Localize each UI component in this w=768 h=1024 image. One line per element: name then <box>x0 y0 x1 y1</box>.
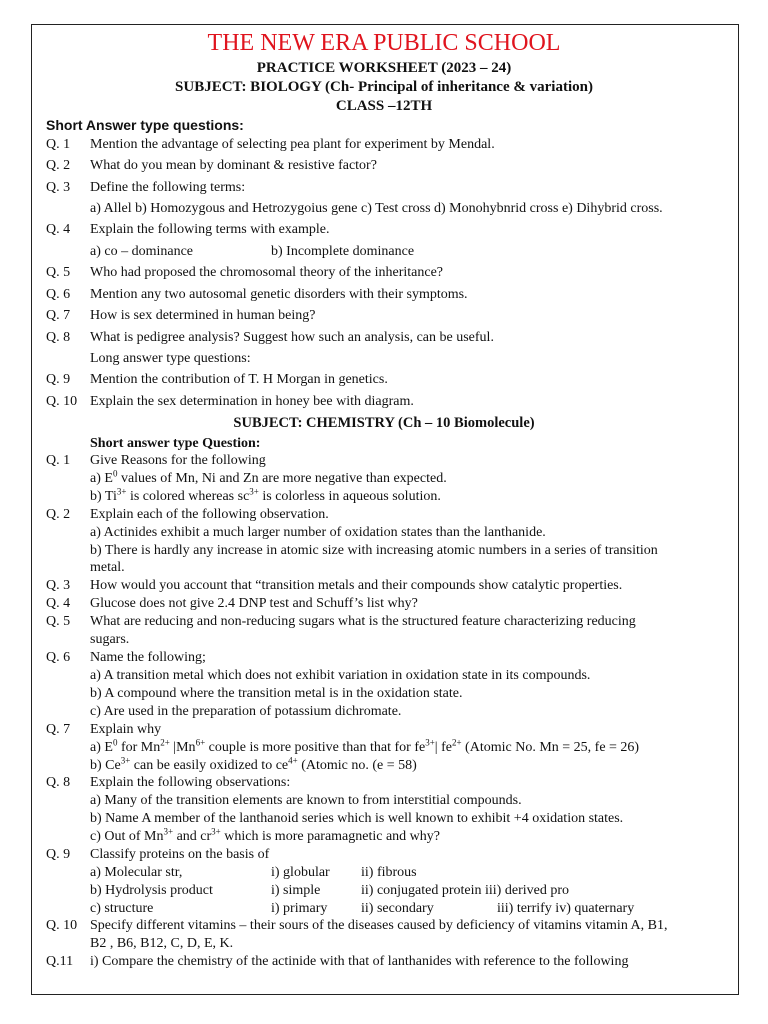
question-option: b) There is hardly any increase in atomic size with increasing atomic numbers in a series of transition <box>90 543 658 558</box>
question-number: Q. 3 <box>46 578 71 593</box>
question-text: What are reducing and non-reducing sugars what is the structured feature characterizing reducing <box>90 614 636 629</box>
question-text: Specify different vitamins – their sours of the diseases caused by deficiency of vitamins vitamin A, B1, <box>90 918 668 933</box>
question-subtext: a) Allel b) Homozygous and Hetrozygoius gene c) Test cross d) Monohybnrid cross e) Dihybrid cross. <box>90 201 663 216</box>
question-text: Explain the following observations: <box>90 775 291 790</box>
question-option: b) $Ce^{3+}$ can be easily oxidized to $ce^{4+}$ (Atomic no. (e = 58) <box>90 755 417 773</box>
question-number: Q. 5 <box>46 265 71 280</box>
question-text: Explain each of the following observation. <box>90 507 329 522</box>
section-long-answer: Long answer type questions: <box>90 351 251 366</box>
classify-row-item: i) simple <box>271 883 321 898</box>
worksheet-title: PRACTICE WORKSHEET (2023 – 24) <box>256 60 512 76</box>
question-text: i) Compare the chemistry of the actinide with that of lanthanides with reference to the following <box>90 954 629 969</box>
question-text: Glucose does not give 2.4 DNP test and Schuff’s list why? <box>90 596 418 611</box>
question-text: Mention any two autosomal genetic disorders with their symptoms. <box>90 287 468 302</box>
question-number: Q. 2 <box>46 507 71 522</box>
question-option: a) $E^0$ for $Mn^{2+}$ $|Mn^{6+}$ couple is more positive than that for $fe^{3+}|$ $fe^{2+}$ (Atomic No. Mn = 25, fe = 26) <box>90 737 640 755</box>
classify-row-item: ii) fibrous <box>361 865 417 880</box>
question-text: Classify proteins on the basis of <box>90 847 270 862</box>
question-option: a) Many of the transition elements are known to from interstitial compounds. <box>90 793 522 808</box>
question-option: b) Incomplete dominance <box>271 244 415 259</box>
question-number: Q. 7 <box>46 722 71 737</box>
classify-row-item: ii) secondary <box>361 901 434 916</box>
question-text: How would you account that “transition metals and their compounds show catalytic properties. <box>90 578 623 593</box>
question-text: Who had proposed the chromosomal theory of the inheritance? <box>90 265 443 280</box>
classify-row-label: a) Molecular str, <box>90 865 183 880</box>
class-label: CLASS –12TH <box>335 98 433 114</box>
school-title: THE NEW ERA PUBLIC SCHOOL <box>207 30 561 56</box>
classify-row-item: i) primary <box>271 901 328 916</box>
question-subtext: B2 , B6, B12, C, D, E, K. <box>90 936 234 951</box>
question-number: Q. 1 <box>46 137 71 152</box>
question-option: a) A transition metal which does not exhibit variation in oxidation state in its compounds. <box>90 668 591 683</box>
question-number: Q. 8 <box>46 775 71 790</box>
question-number: Q. 1 <box>46 453 71 468</box>
question-number: Q. 10 <box>46 918 78 933</box>
page-bottom-rule <box>31 994 739 995</box>
question-number: Q. 10 <box>46 394 78 409</box>
section-short-answer: Short Answer type questions: <box>46 117 244 133</box>
question-option: a) co – dominance <box>90 244 194 259</box>
question-text: Give Reasons for the following <box>90 453 266 468</box>
classify-row-item: ii) conjugated protein iii) derived pro <box>361 883 569 898</box>
classify-row-label: c) structure <box>90 901 154 916</box>
question-number: Q. 9 <box>46 847 71 862</box>
question-text: Define the following terms: <box>90 180 246 195</box>
question-text: Explain why <box>90 722 162 737</box>
question-number: Q. 6 <box>46 650 71 665</box>
question-number: Q. 5 <box>46 614 71 629</box>
question-number: Q. 3 <box>46 180 71 195</box>
classify-row-label: b) Hydrolysis product <box>90 883 213 898</box>
question-option: c) Are used in the preparation of potassium dichromate. <box>90 704 402 719</box>
question-subtext: sugars. <box>90 632 130 647</box>
question-number: Q. 7 <box>46 308 71 323</box>
question-option: b) $Ti^{3+}$ is colored whereas $sc^{3+}$ is colorless in aqueous solution. <box>90 486 441 504</box>
classify-row-item: iii) terrify iv) quaternary <box>497 901 635 916</box>
question-option: a) $E^0$ values of Mn, Ni and Zn are more negative than expected. <box>90 468 447 486</box>
question-text: Name the following; <box>90 650 206 665</box>
question-number: Q. 6 <box>46 287 71 302</box>
question-option: b) A compound where the transition metal is in the oxidation state. <box>90 686 463 701</box>
question-number: Q. 4 <box>46 596 71 611</box>
question-text: Mention the advantage of selecting pea plant for experiment by Mendal. <box>90 137 495 152</box>
question-number: Q. 2 <box>46 158 71 173</box>
question-number: Q. 4 <box>46 222 71 237</box>
question-number: Q.11 <box>46 954 74 969</box>
question-number: Q. 8 <box>46 330 71 345</box>
question-text: How is sex determined in human being? <box>90 308 316 323</box>
question-text: What do you mean by dominant & resistive factor? <box>90 158 377 173</box>
section-short-answer-chem: Short answer type Question: <box>90 436 261 451</box>
subject-chemistry: SUBJECT: CHEMISTRY (Ch – 10 Biomolecule) <box>233 415 535 431</box>
classify-row-item: i) globular <box>271 865 330 880</box>
question-option: a) Actinides exhibit a much larger number of oxidation states than the lanthanide. <box>90 525 546 540</box>
question-option: metal. <box>90 560 125 575</box>
question-text: Mention the contribution of T. H Morgan in genetics. <box>90 372 388 387</box>
question-text: What is pedigree analysis? Suggest how such an analysis, can be useful. <box>90 330 494 345</box>
question-option: c) Out of $Mn^{3+}$ and $cr^{3+}$ which is more paramagnetic and why? <box>90 826 441 844</box>
question-text: Explain the following terms with example. <box>90 222 330 237</box>
question-text: Explain the sex determination in honey bee with diagram. <box>90 394 414 409</box>
subject-biology: SUBJECT: BIOLOGY (Ch- Principal of inheritance & variation) <box>175 79 593 95</box>
question-number: Q. 9 <box>46 372 71 387</box>
question-option: b) Name A member of the lanthanoid series which is well known to exhibit +4 oxidation states. <box>90 811 624 826</box>
